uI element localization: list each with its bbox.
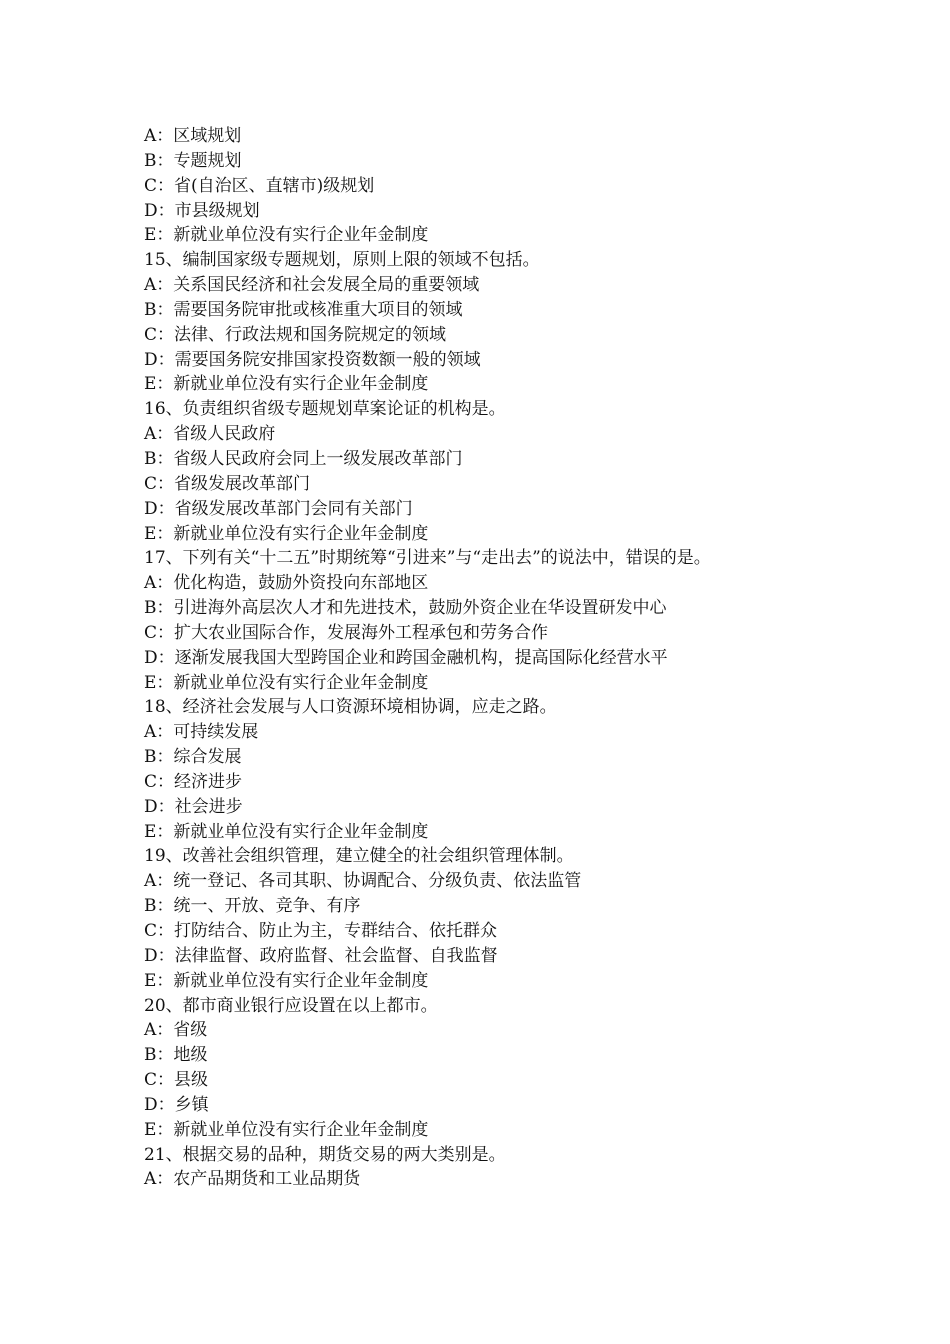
text-line: E：新就业单位没有实行企业年金制度 bbox=[144, 672, 429, 693]
text-line: D：需要国务院安排国家投资数额一般的领域 bbox=[144, 349, 481, 370]
text-line: A：优化构造，鼓励外资投向东部地区 bbox=[144, 573, 429, 594]
text-line: E：新就业单位没有实行企业年金制度 bbox=[144, 225, 429, 246]
text-line: B：统一、开放、竞争、有序 bbox=[144, 896, 361, 917]
text-line: A：统一登记、各司其职、协调配合、分级负责、依法监管 bbox=[144, 871, 582, 892]
question-line: 15、编制国家级专题规划，原则上限的领域不包括。 bbox=[144, 250, 540, 271]
text-line: E：新就业单位没有实行企业年金制度 bbox=[144, 821, 429, 842]
text-line: D：乡镇 bbox=[144, 1094, 209, 1115]
text-line: C：扩大农业国际合作，发展海外工程承包和劳务合作 bbox=[144, 622, 549, 643]
text-line: C：打防结合、防止为主，专群结合、依托群众 bbox=[144, 921, 498, 941]
text-line: B：引进海外高层次人才和先进技术，鼓励外资企业在华设置研发中心 bbox=[144, 598, 667, 619]
text-line: A：省级 bbox=[144, 1020, 208, 1041]
text-line: C：省级发展改革部门 bbox=[144, 473, 311, 494]
question-line: 19、改善社会组织管理，建立健全的社会组织管理体制。 bbox=[144, 846, 574, 867]
text-line: C：法律、行政法规和国务院规定的领域 bbox=[144, 324, 447, 345]
text-line: E：新就业单位没有实行企业年金制度 bbox=[144, 970, 429, 991]
text-line: B：省级人民政府会同上一级发展改革部门 bbox=[144, 448, 463, 469]
text-line: D：社会进步 bbox=[144, 796, 243, 817]
question-line: 20、都市商业银行应设置在以上都市。 bbox=[144, 995, 438, 1016]
text-line: B：地级 bbox=[144, 1045, 208, 1066]
text-line: C：县级 bbox=[144, 1070, 209, 1091]
question-line: 18、经济社会发展与人口资源环境相协调，应走之路。 bbox=[144, 697, 557, 718]
text-line: D：法律监督、政府监督、社会监督、自我监督 bbox=[144, 945, 498, 966]
text-line: E：新就业单位没有实行企业年金制度 bbox=[144, 523, 429, 544]
text-line: E：新就业单位没有实行企业年金制度 bbox=[144, 1119, 429, 1140]
text-line: C：省(自治区、直辖市)级规划 bbox=[144, 175, 375, 196]
text-line: D：市县级规划 bbox=[144, 200, 260, 221]
text-line: A：可持续发展 bbox=[144, 722, 259, 743]
text-line: A：区域规划 bbox=[144, 126, 242, 146]
text-line: D：逐渐发展我国大型跨国企业和跨国金融机构，提高国际化经营水平 bbox=[144, 647, 668, 668]
text-line: B：综合发展 bbox=[144, 747, 242, 768]
text-line: D：省级发展改革部门会同有关部门 bbox=[144, 498, 413, 519]
text-line: A：省级人民政府 bbox=[144, 424, 276, 445]
question-line: 17、下列有关“十二五”时期统筹“引进来”与“走出去”的说法中，错误的是。 bbox=[144, 548, 711, 569]
text-line: A：农产品期货和工业品期货 bbox=[144, 1169, 361, 1190]
question-line: 21、根据交易的品种，期货交易的两大类别是。 bbox=[144, 1144, 506, 1165]
question-line: 16、负责组织省级专题规划草案论证的机构是。 bbox=[144, 399, 506, 420]
text-line: B：专题规划 bbox=[144, 150, 242, 171]
text-line: C：经济进步 bbox=[144, 771, 243, 792]
text-line: E：新就业单位没有实行企业年金制度 bbox=[144, 374, 429, 395]
document-body bbox=[144, 124, 809, 1192]
text-line: B：需要国务院审批或核准重大项目的领域 bbox=[144, 299, 463, 320]
text-line: A：关系国民经济和社会发展全局的重要领域 bbox=[144, 275, 480, 296]
